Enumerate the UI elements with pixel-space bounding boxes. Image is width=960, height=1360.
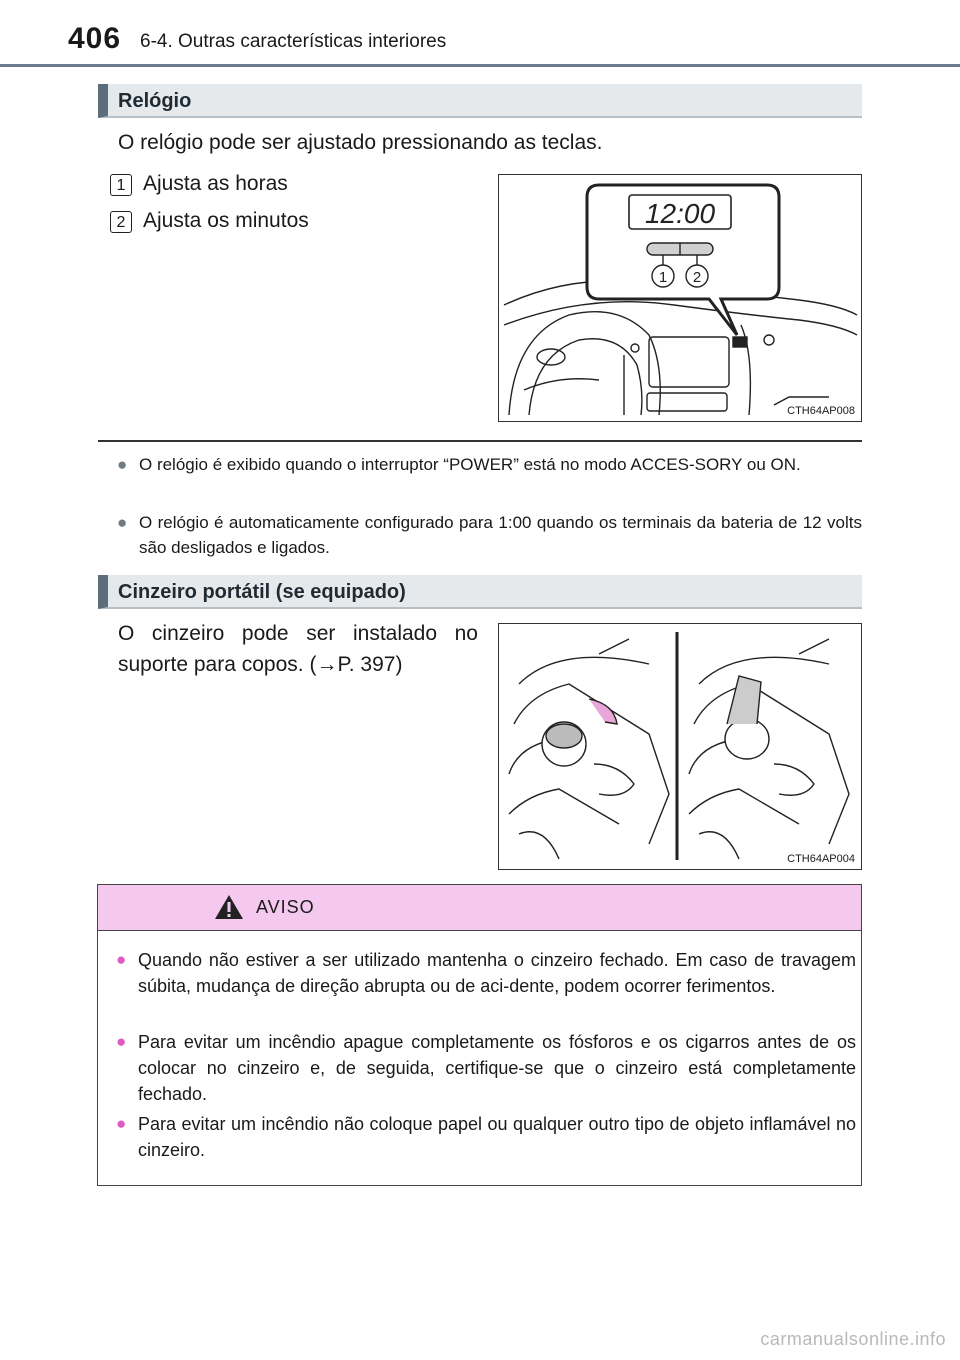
item-number-2: 2	[110, 211, 132, 233]
console-drawing	[499, 624, 860, 868]
ashtray-text: O cinzeiro pode ser instalado no suporte para copos. (→P. 397)	[118, 622, 478, 676]
warning-box	[97, 884, 862, 1186]
callout-2: 2	[692, 269, 702, 286]
warning-header	[98, 885, 861, 931]
header-rule	[0, 64, 960, 67]
item-label-hours: Ajusta as horas	[143, 172, 288, 195]
bullet-icon: ●	[116, 1114, 127, 1133]
note-text: O relógio é automaticamente configurado para 1:00 quando os terminais da bateria de 12 volts são desligados e ligados.	[139, 513, 862, 557]
warning-triangle-icon	[214, 894, 244, 920]
page-number: 406	[68, 22, 122, 55]
item-label-minutes: Ajusta os minutos	[143, 209, 309, 232]
warning-item	[116, 1111, 856, 1163]
ashtray-illustration	[498, 623, 862, 870]
callout-1: 1	[658, 269, 668, 286]
section-divider	[98, 440, 862, 442]
warning-title: AVISO	[256, 897, 315, 917]
dashboard-drawing	[499, 175, 860, 420]
bullet-icon: ●	[117, 455, 128, 474]
figure-code-clock: CTH64AP008	[787, 405, 855, 417]
clock-illustration	[498, 174, 862, 422]
chapter-title: 6-4. Outras características interiores	[140, 31, 447, 52]
section-title-ashtray: Cinzeiro portátil (se equipado)	[118, 581, 406, 603]
figure-code-ashtray: CTH64AP004	[787, 853, 855, 865]
warning-text: Quando não estiver a ser utilizado mantenha o cinzeiro fechado. Em caso de travagem súbita, mudança de direção abrupta ou de aci-dente, podem ocorrer ferimentos.	[138, 950, 856, 996]
watermark: carmanualsonline.info	[760, 1329, 946, 1349]
note-item	[117, 510, 862, 560]
clock-display-time: 12:00	[644, 198, 716, 229]
warning-text: Para evitar um incêndio apague completamente os fósforos e os cigarros antes de os colocar no cinzeiro e, de seguida, certifique-se que o cinzeiro está completamente fechado.	[138, 1032, 856, 1104]
bullet-icon: ●	[116, 1032, 127, 1051]
clock-intro: O relógio pode ser ajustado pressionando as teclas.	[118, 131, 603, 154]
warning-item	[116, 1029, 856, 1107]
note-item	[117, 452, 862, 477]
note-text: O relógio é exibido quando o interruptor “POWER” está no modo ACCES-SORY ou ON.	[139, 455, 801, 474]
bullet-icon: ●	[117, 513, 128, 532]
bullet-icon: ●	[116, 950, 127, 969]
section-header-ashtray	[98, 575, 862, 609]
item-number-1: 1	[110, 174, 132, 196]
warning-item	[116, 947, 856, 999]
section-header-clock	[98, 84, 862, 118]
section-title-clock: Relógio	[118, 90, 192, 112]
warning-text: Para evitar um incêndio não coloque papel ou qualquer outro tipo de objeto inflamável no cinzeiro.	[138, 1114, 856, 1160]
